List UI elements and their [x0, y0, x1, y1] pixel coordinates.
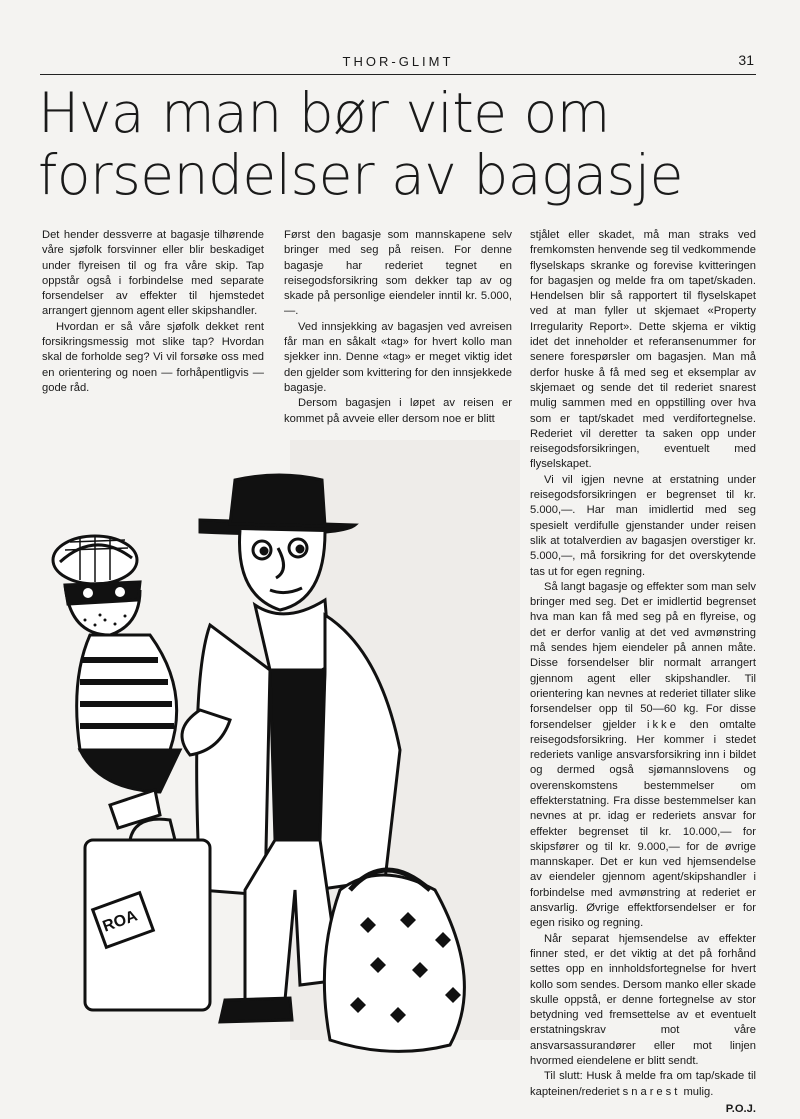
- paragraph: Først den bagasje som mannskapene selv bringer med seg på reisen. For denne bagasje har rederiet tegnet en reisegodsforsikring som dekker tap av og skade på personlige eiendeler inntil kr. 5.000,—.: [284, 229, 512, 318]
- text-run: Til slutt: Husk å melde fra om tap/skade til kapteinen/rederiet: [530, 1070, 756, 1098]
- paragraph: Hvordan er så våre sjøfolk dekket rent forsikringsmessig mot slike tap? Hvordan skal de forholde seg? Vi vil forsøke oss med en orientering og noen — forhåpentligvis — gode råd.: [42, 320, 264, 394]
- running-title: THOR-GLIMT: [342, 54, 454, 69]
- emphasis-spaced: ikke: [646, 718, 679, 731]
- paragraph: Dersom bagasjen i løpet av reisen er kommet på avveie eller dersom noe er blitt: [284, 397, 512, 425]
- thief-figure-icon: [53, 536, 180, 792]
- page-header: [40, 52, 756, 75]
- page-number: 31: [738, 52, 754, 68]
- paragraph: Når separat hjemsendelse av effekter finner sted, er det viktig at det på forhånd settes opp en innholdsfortegnelse for hvert kollo som sendes. Dersom manko eller skade skulle oppstå, er denne fortegnelse av stor betydning ved fremsettelse av et eventuelt erstatningskrav mot våre ansvarsassurandører eller mot linjen hvormed eiendelene er blitt sendt.: [530, 932, 756, 1068]
- text-run: mulig.: [683, 1085, 714, 1098]
- text-run: Så langt bagasje og effekter som man selv bringer med seg. Det er imidlertid begrenset hva man kan få med seg på en flyreise, og det er derfor vanlig at det ved avmønstring må sendes hjem eiendeler på annen måte. Disse forsendelser blir normalt arrangert gjennom agent eller skipshandler. Til orientering kan nevnes at rederiet tillater slike forsendelser opp til 50—60 kg. For disse forsendelser gjelder: [530, 580, 756, 731]
- paragraph: Det hender dessverre at bagasje tilhørende våre sjøfolk forsvinner eller blir beskadiget under flyreisen til og fra våre skip. Tap oppstår også i forbindelse med separate forsendelser av effekter til hjemstedet arrangert gjennom agent eller skipshandler.: [42, 229, 264, 318]
- column-3: [530, 228, 756, 1117]
- paragraph: [530, 580, 756, 932]
- paragraph: Ved innsjekking av bagasjen ved avreisen får man en såkalt «tag» for hvert kollo man sjekker inn. Denne «tag» er meget viktig idet den gjelder som kvittering for den innsjekkede bagasje.: [284, 320, 512, 394]
- column-1: [42, 228, 264, 396]
- column-2: [284, 228, 512, 427]
- suitcase-label: ROA: [100, 907, 140, 936]
- emphasis-spaced: snarest: [622, 1085, 681, 1098]
- article-headline: Hva man bør vite om forsendelser av bagasje: [38, 81, 683, 207]
- cartoon-thief-and-traveler-icon: [40, 420, 520, 1080]
- paragraph: Vi vil igjen nevne at erstatning under reisegodsforsikringen er begrenset til kr. 5.000,—. Har man imidlertid med seg spesielt verdifulle gjenstander under reisen slik at totalverdien av bagasjen overstiger kr. 5.000,—, må forsikring for det overskytende tas ut for egen regning.: [530, 473, 756, 578]
- author-signature: P.O.J.: [725, 1102, 756, 1115]
- suitcase-icon: [85, 790, 210, 1010]
- text-run: den omtalte reisegodsforsikring. Her kommer i stedet rederiets vanlige ansvarsforsikring inn i bildet og dermed også sjømannslovens og overenskomstens bestemmelser om effekterstatning. Fra disse bestemmelser kan nevnes at pr. idag er rederiets ansvar for effekter begrenset til kr. 10.000,— for skipsfører og til kr. 9.000,— for de øvrige mannskaper. Det er kun ved hjemsendelse av eiendeler gjennom agent/skipshandler i forbindelse med avmønstring at rederiet er ansvarlig. Øvrige effektforsendelser er for egen risiko og regning.: [530, 718, 757, 930]
- paragraph: stjålet eller skadet, må man straks ved fremkomsten henvende seg til vedkommende flyselskaps skranke og forevise kvitteringen for bagasjen og melde fra om tapet/skaden. Hendelsen blir så rapportert til flyselskapet ved at man fyller ut skjemaet «Property Irregularity Report». Dette skjema er viktig idet det inneholder et referansenummer for senere forespørsler om bagasjen. Man må derfor huske å få med seg et eksemplar av skjemaet og sende det til rederiet snarest mulig sammen med en oppstilling over hva som er tapt/skadet med verdifortegnelse. Rederiet vil deretter ta saken opp under reisegodsforsikringen, eventuelt med flyselskapet.: [530, 229, 756, 471]
- paragraph: [530, 1069, 756, 1100]
